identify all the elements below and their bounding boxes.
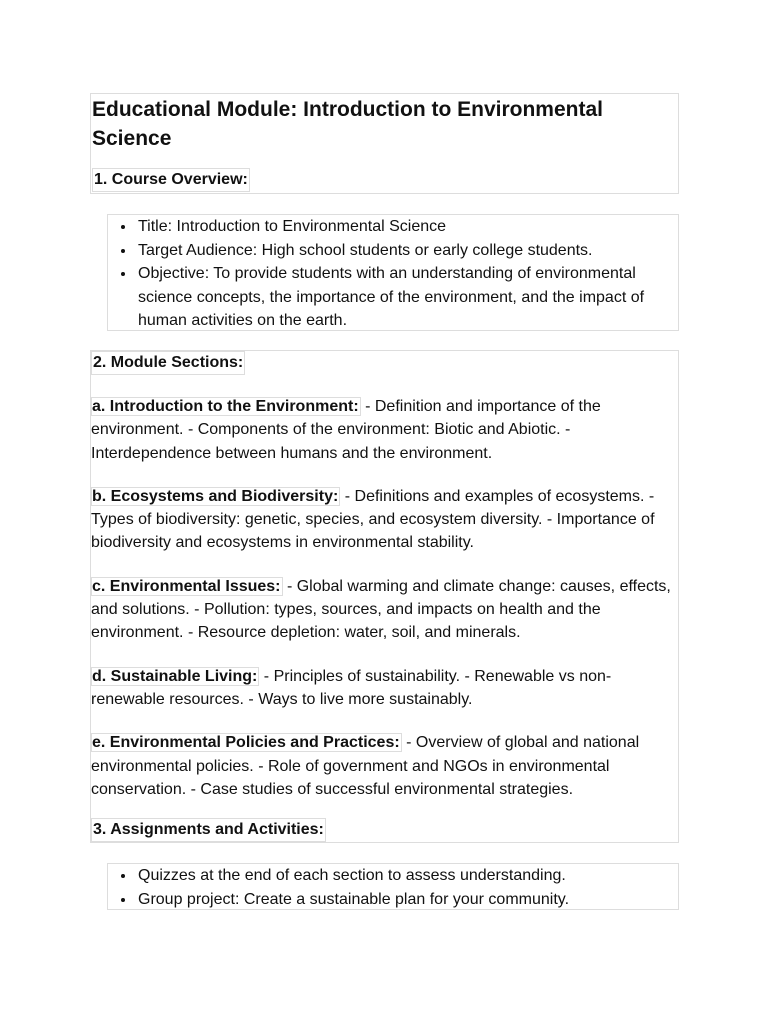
section-text: - Definition and importance of the environment. - Components of the environment: Biotic and Abiotic. - Interdependence between humans and the environment. [91,398,601,462]
section-label: e. Environmental Policies and Practices: [92,734,400,752]
course-overview-list [108,215,674,333]
section-text: - Overview of global and national environmental policies. - Role of government and NGOs in environmental conservation. - Case studies of successful environmental strategies. [91,734,640,798]
assignments-list [108,864,674,911]
list-item: • Target Audience: High school students or early college students. [136,239,674,263]
section-label: a. Introduction to the Environment: [92,398,359,415]
section-text: - Definitions and examples of ecosystems. - Types of biodiversity: genetic, species, and ecosystem diversity. - Importance of biodiversity and ecosystems in environmental stability. [91,487,655,552]
section-text: - Principles of sustainability. - Renewable vs non-renewable resources. - Ways to live more sustainably. [91,667,612,708]
list-item: • Quizzes at the end of each section to assess understanding. [136,864,674,888]
title-block [90,93,679,194]
document-title: Educational Module: Introduction to Environmental Science [92,98,603,150]
list-item: • Title: Introduction to Environmental Science [136,215,674,239]
section-paragraph [91,395,674,465]
section-paragraph [91,485,674,555]
assignments-heading: 3. Assignments and Activities: [91,818,326,842]
course-overview-heading: 1. Course Overview: [92,168,250,192]
section-label: c. Environmental Issues: [92,577,281,595]
section-label: b. Ecosystems and Biodiversity: [92,487,339,505]
section-paragraph [91,731,674,801]
section-label: d. Sustainable Living: [92,667,258,685]
section-text: - Global warming and climate change: causes, effects, and solutions. - Pollution: types, sources, and impacts on health and the environment. - Resource depletion: water, soil, and minerals. [91,577,671,642]
list-item: • Group project: Create a sustainable plan for your community. [136,888,674,912]
document-page [90,93,679,910]
assignments-list-block [107,863,679,910]
section-paragraph [91,575,674,645]
module-sections-heading: 2. Module Sections: [91,351,245,375]
section-paragraph [91,665,674,712]
list-item: • Objective: To provide students with an understanding of environmental science concepts, the importance of the environment, and the impact of human activities on the earth. [136,262,674,333]
course-overview-list-block [107,214,679,331]
module-sections-block [90,350,679,843]
